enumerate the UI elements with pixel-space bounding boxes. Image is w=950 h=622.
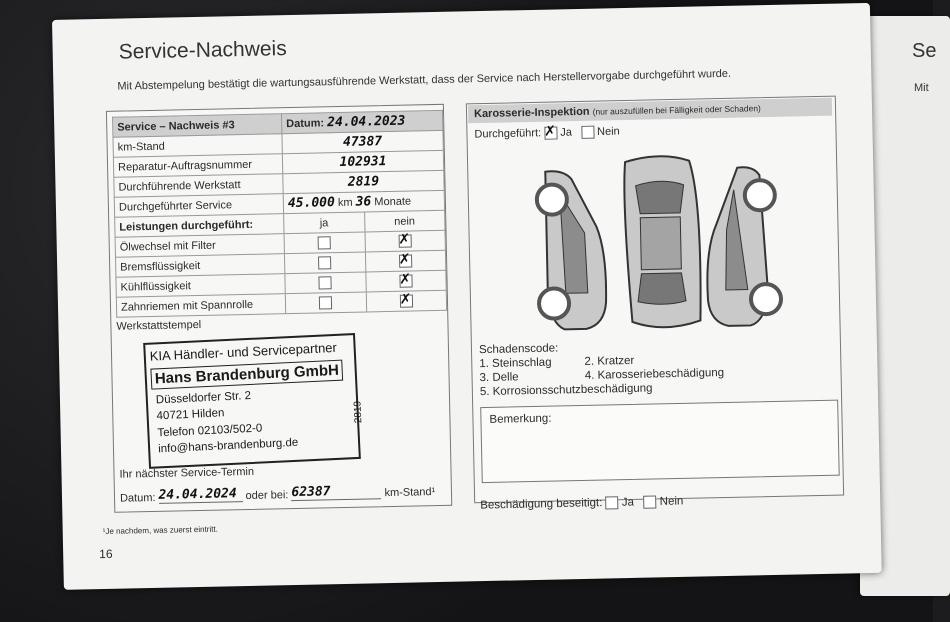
damage-code: 5. Korrosionsschutzbeschädigung [479, 382, 653, 399]
item-label: Bremsflüssigkeit [115, 254, 284, 278]
damage-code: 1. Steinschlag [479, 356, 552, 371]
remarks-label: Bemerkung: [489, 412, 552, 426]
page-intro: Mit Abstempelung bestätigt die wartungsausführende Werkstatt, dass der Service nach Herstellervorgabe durchgeführt wurde. [117, 67, 732, 93]
item-label: Ölwechsel mit Filter [115, 234, 284, 258]
inspection-nein-checkbox[interactable] [581, 126, 594, 139]
remarks-field[interactable] [480, 400, 840, 483]
service-label: Durchgeführter Service [114, 194, 283, 218]
page-number: 16 [99, 546, 113, 562]
stamp-line1: KIA Händler- und Servicepartner [149, 339, 338, 364]
stamp-line4: 40721 Hilden [156, 407, 225, 423]
next-km-value[interactable]: 62387 [291, 483, 381, 501]
page-title: Service-Nachweis [118, 37, 287, 64]
nein-header: nein [364, 210, 445, 232]
damage-fixed-nein-label: Nein [659, 495, 684, 508]
item-label: Kühlflüssigkeit [116, 274, 285, 298]
leistungen-label: Leistungen durchgeführt: [115, 214, 284, 238]
inspection-ja-label: Ja [560, 126, 573, 139]
checkbox-nein[interactable] [399, 275, 412, 288]
row-label: Durchführende Werkstatt [114, 174, 283, 198]
next-date-label: Datum: [119, 491, 156, 505]
next-service-title: Ihr nächster Service-Termin [119, 465, 255, 481]
next-page-title: Se [912, 40, 937, 62]
booklet-page [52, 3, 882, 590]
workshop-stamp [143, 333, 365, 469]
row-value: 2819 [347, 174, 380, 190]
inspection-nein-label: Nein [596, 125, 620, 139]
stamp-code: 2819 [352, 400, 365, 424]
service-date-label: Datum: [286, 117, 325, 131]
next-date-value[interactable]: 24.04.2024 [158, 486, 242, 504]
checkbox-ja[interactable] [318, 236, 331, 249]
damage-fixed-ja-label: Ja [621, 496, 635, 509]
checkbox-nein[interactable] [400, 295, 413, 308]
row-label: Reparatur-Auftragsnummer [113, 154, 282, 178]
car-top-view [624, 156, 702, 329]
checkbox-nein[interactable] [399, 255, 412, 268]
damage-fixed-label: Beschädigung beseitigt: [480, 497, 603, 512]
service-header: Service – Nachweis #3 [113, 114, 282, 138]
service-months-label: Monate [374, 195, 412, 209]
stamp-line5: Telefon 02103/502-0 [157, 422, 263, 440]
inspection-subtitle: (nur auszufüllen bei Fälligkeit oder Schaden) [592, 103, 761, 117]
row-value: 47387 [342, 134, 383, 150]
next-page-intro: Mit [914, 82, 929, 94]
damage-code: 4. Karosseriebeschädigung [584, 367, 725, 382]
damage-code: 2. Kratzer [584, 354, 635, 368]
inspection-title: Karosserie-Inspektion [473, 105, 590, 121]
row-label: km-Stand [113, 134, 282, 158]
damage-codes [479, 338, 725, 399]
next-km-label: km-Stand¹ [384, 486, 436, 500]
ja-header: ja [284, 212, 365, 234]
checkbox-ja[interactable] [319, 296, 332, 309]
damage-fixed-nein-checkbox[interactable] [643, 495, 656, 508]
service-km-label: km [337, 196, 353, 210]
inspection-done-label: Durchgeführt: [474, 127, 542, 141]
service-km: 45.000 [287, 195, 336, 212]
codes-title: Schadenscode: [478, 342, 559, 357]
item-label: Zahnriemen mit Spannrolle [116, 294, 285, 318]
service-date-value: 24.04.2023 [327, 113, 406, 131]
row-value: 102931 [339, 154, 387, 171]
checkbox-ja[interactable] [319, 276, 332, 289]
next-oder-label: oder bei: [245, 489, 289, 503]
checkbox-ja[interactable] [318, 256, 331, 269]
stamp-line2: Hans Brandenburg GmbH [150, 360, 343, 390]
damage-code: 3. Delle [479, 371, 519, 385]
inspection-ja-checkbox[interactable] [544, 126, 557, 139]
stamp-line3: Düsseldorfer Str. 2 [155, 389, 252, 407]
checkbox-nein[interactable] [398, 235, 411, 248]
stamp-label: Werkstattstempel [116, 318, 202, 333]
car-left-side [536, 170, 607, 330]
footnote: ¹Je nachdem, was zuerst eintritt. [102, 524, 218, 537]
service-table [112, 110, 447, 318]
car-diagram [475, 138, 835, 341]
stamp-line6: info@hans-brandenburg.de [157, 436, 299, 456]
service-months: 36 [355, 194, 372, 210]
car-right-side [705, 166, 782, 326]
damage-fixed-ja-checkbox[interactable] [605, 496, 618, 509]
